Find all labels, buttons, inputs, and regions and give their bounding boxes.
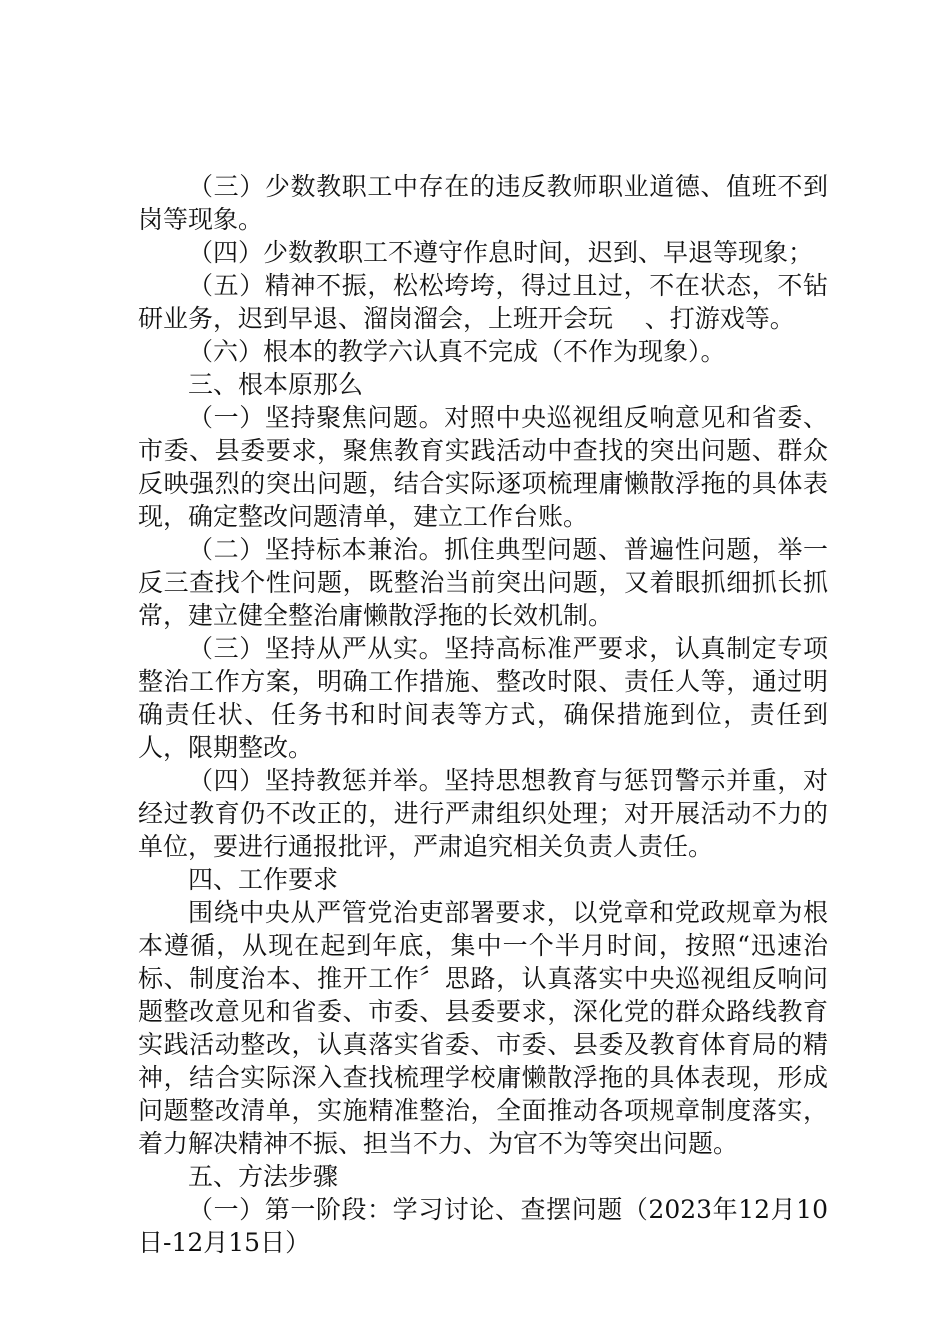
document-page <box>138 170 828 1259</box>
section-heading-requirements: 四、工作要求 <box>188 865 339 894</box>
section-heading-steps: 五、方法步骤 <box>188 1162 339 1191</box>
paragraph-principle-3: （三）坚持从严从实。坚持高标准严要求，认真制定专项整治工作方案，明确工作措施、整改时限、责任人等，通过明确责任状、任务书和时间表等方式，确保措施到位，责任到人，限期整改。 <box>138 634 828 762</box>
paragraph-principle-4: （四）坚持教惩并举。坚持思想教育与惩罚警示并重，对经过教育仍不改正的，进行严肃组织处理；对开展活动不力的单位，要进行通报批评，严肃追究相关负责人责任。 <box>138 766 828 861</box>
paragraph-requirements-body: 围绕中央从严管党治吏部署要求，以党章和党政规章为根本遵循，从现在起到年底，集中一个半月时间，按照“迅速治标、制度治本、推开工作〞思路，认真落实中央巡视组反响问题整改意见和省委、市委、县委要求，深化党的群众路线教育实践活动整改，认真落实省委、市委、县委及教育体育局的精神，结合实际深入查找梳理学校庸懒散浮拖的具体表现，形成问题整改清单，实施精准整治，全面推动各项规章制度落实，着力解决精神不振、担当不力、为官不为等突出问题。 <box>138 898 828 1158</box>
paragraph-item-6-teaching: （六）根本的教学六认真不完成（不作为现象）。 <box>188 337 726 366</box>
paragraph-principle-1: （一）坚持聚焦问题。对照中央巡视组反响意见和省委、市委、县委要求，聚焦教育实践活动中查找的突出问题、群众反映强烈的突出问题，结合实际逐项梳理庸懒散浮拖的具体表现，确定整改问题清单，建立工作台账。 <box>138 403 828 531</box>
section-heading-principles: 三、根本原那么 <box>188 370 364 399</box>
paragraph-item-4-schedule: （四）少数教职工不遵守作息时间，迟到、早退等现象； <box>188 238 814 267</box>
paragraph-principle-2: （二）坚持标本兼治。抓住典型问题、普遍性问题，举一反三查找个性问题，既整治当前突出问题，又着眼抓细抓长抓常，建立健全整治庸懒散浮拖的长效机制。 <box>138 535 828 630</box>
paragraph-item-3-staff-ethics: （三）少数教职工中存在的违反教师职业道德、值班不到岗等现象。 <box>138 172 828 234</box>
paragraph-step-1: （一）第一阶段：学习讨论、查摆问题（2023年12月10日-12月15日） <box>138 1195 828 1257</box>
paragraph-item-5-spirit: （五）精神不振，松松垮垮，得过且过，不在状态，不钻研业务，迟到早退、溜岗溜会，上班开会玩 、打游戏等。 <box>138 271 828 333</box>
